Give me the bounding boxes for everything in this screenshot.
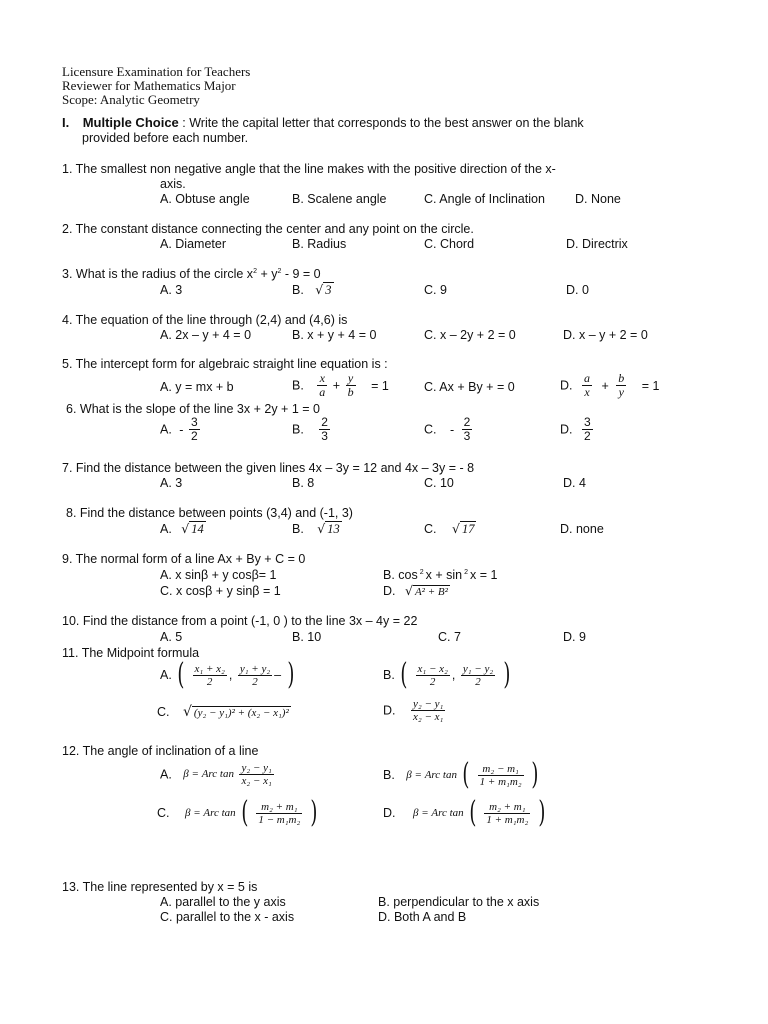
- q1-option-a: A. Obtuse angle: [160, 192, 250, 206]
- q6-option-d: D. $\frac{3}{2}$: [560, 415, 591, 444]
- q9-option-a: A. x sinβ + y cosβ= 1: [160, 568, 277, 582]
- q1-stem: 1. The smallest non negative angle that the line makes with the positive direction of the x-: [62, 162, 556, 176]
- q10-stem: 10. Find the distance from a point (-1, 0 ) to the line 3x – 4y = 22: [62, 614, 418, 628]
- q9-option-b: B. cos $^2$ x + sin $^2$ x = 1: [383, 568, 498, 582]
- q7-option-b: B. 8: [292, 476, 315, 490]
- section-instruction: : Write the capital letter that corresponds to the best answer on the blank: [182, 116, 584, 130]
- q8-option-a: A. √ 14: [160, 521, 204, 536]
- q7-stem: 7. Find the distance between the given lines 4x – 3y = 12 and 4x – 3y = - 8: [62, 461, 475, 475]
- q4-option-d: D. x – y + 2 = 0: [563, 328, 648, 342]
- q10-option-b: B. 10: [292, 630, 322, 644]
- q8-option-c: C. √ 17: [424, 521, 475, 536]
- q10-option-c: C. 7: [438, 630, 461, 644]
- q4-option-c: C. x – 2y + 2 = 0: [424, 328, 516, 342]
- q4-option-a: A. 2x – y + 4 = 0: [160, 328, 252, 342]
- q13-option-a: A. parallel to the y axis: [160, 895, 286, 909]
- q2-option-a: A. Diameter: [160, 237, 226, 251]
- q12-option-d: D. β = Arc tan ( $\frac{\text{m₂ + m₁}}{\text{1 + m₁m₂}}$ ): [383, 795, 546, 830]
- section-instruction-cont: provided before each number.: [82, 131, 249, 145]
- q8-stem: 8. Find the distance between points (3,4) and (-1, 3): [66, 506, 353, 520]
- q3-option-d: D. 0: [566, 283, 589, 297]
- q3-stem: 3. What is the radius of the circle $x^2 + y^2 - 9 = 0$: [62, 267, 321, 281]
- q3-option-c: C. 9: [424, 283, 447, 297]
- q6-option-a: A. - $\frac{3}{2}$: [160, 415, 198, 444]
- q10-option-a: A. 5: [160, 630, 183, 644]
- header-line-3: Scope: Analytic Geometry: [62, 92, 200, 107]
- q12-option-a: A. β = Arc tan $\frac{\text{y₂ − y₁}}{\text{x₂ − x₁}}$: [160, 762, 272, 788]
- q5-stem: 5. The intercept form for algebraic straight line equation is :: [62, 357, 388, 371]
- q1-option-d: D. None: [575, 192, 621, 206]
- q7-option-a: A. 3: [160, 476, 183, 490]
- q11-option-c: C. √ (y₂ − y₁)² + (x₂ − x₁)²: [157, 704, 289, 720]
- q3-option-b: B. √ 3: [292, 282, 332, 297]
- q6-option-b: B. $\frac{2}{3}$: [292, 415, 328, 444]
- q3-option-a: A. 3: [160, 283, 183, 297]
- q6-option-c: C. - $\frac{2}{3}$: [424, 415, 471, 444]
- q1-option-c: C. Angle of Inclination: [424, 192, 545, 206]
- q4-option-b: B. x + y + 4 = 0: [292, 328, 377, 342]
- q11-stem: 11. The Midpoint formula: [62, 646, 200, 660]
- q8-option-b: B. √ 13: [292, 521, 340, 536]
- q13-option-d: D. Both A and B: [378, 910, 467, 924]
- q13-option-c: C. parallel to the x - axis: [160, 910, 295, 924]
- section-heading: [62, 116, 584, 131]
- q12-option-c: C. β = Arc tan ( $\frac{\text{m₂ + m₁}}{\text{1 − m₁m₂}}$ ): [157, 795, 318, 830]
- q2-option-b: B. Radius: [292, 237, 347, 251]
- q9-option-c: C. x cosβ + y sinβ = 1: [160, 584, 281, 598]
- header-line-1: Licensure Examination for Teachers: [62, 64, 251, 79]
- q2-option-c: C. Chord: [424, 237, 475, 251]
- q6-stem: 6. What is the slope of the line 3x + 2y + 1 = 0: [66, 402, 320, 416]
- q11-option-a: A. ( $\frac{\text{x₁ + x₂}}{2}$ , $\frac{\text{y₁ + y₂}}{2}$ – ): [160, 657, 294, 692]
- q10-option-d: D. 9: [563, 630, 586, 644]
- q13-stem: 13. The line represented by x = 5 is: [62, 880, 258, 894]
- q4-stem: 4. The equation of the line through (2,4) and (4,6) is: [62, 313, 348, 327]
- q8-option-d: D. none: [560, 522, 604, 536]
- q12-stem: 12. The angle of inclination of a line: [62, 744, 259, 758]
- q2-option-d: D. Directrix: [566, 237, 628, 251]
- section-number: I.: [62, 115, 70, 130]
- q11-option-d: D. $\frac{\text{y₂ − y₁}}{\text{x₂ − x₁}}$: [383, 698, 444, 724]
- q12-option-b: B. β = Arc tan ( $\frac{\text{m₂ − m₁}}{\text{1 + m₁m₂}}$ ): [383, 757, 539, 792]
- section-title: Multiple Choice: [82, 115, 179, 130]
- q2-stem: 2. The constant distance connecting the center and any point on the circle.: [62, 222, 474, 236]
- q5-option-d: D. $\frac{a}{x}$ + $\frac{b}{y}$ = 1: [560, 371, 660, 400]
- q11-option-b: B. ( $\frac{\text{x₁ − x₂}}{2}$ , $\frac{\text{y₁ − y₂}}{2}$ ): [383, 657, 511, 692]
- q7-option-d: D. 4: [563, 476, 586, 490]
- q7-option-c: C. 10: [424, 476, 454, 490]
- q1-stem-cont: axis.: [160, 177, 186, 191]
- q9-option-d: D. √ A² + B²: [383, 583, 448, 598]
- header-line-2: Reviewer for Mathematics Major: [62, 78, 236, 93]
- q5-option-c: C. Ax + By + = 0: [424, 380, 515, 394]
- q13-option-b: B. perpendicular to the x axis: [378, 895, 540, 909]
- q5-option-b: B. $\frac{x}{a}$ + $\frac{y}{b}$ = 1: [292, 371, 389, 400]
- q5-option-a: A. y = mx + b: [160, 380, 234, 394]
- q1-option-b: B. Scalene angle: [292, 192, 387, 206]
- q9-stem: 9. The normal form of a line Ax + By + C = 0: [62, 552, 306, 566]
